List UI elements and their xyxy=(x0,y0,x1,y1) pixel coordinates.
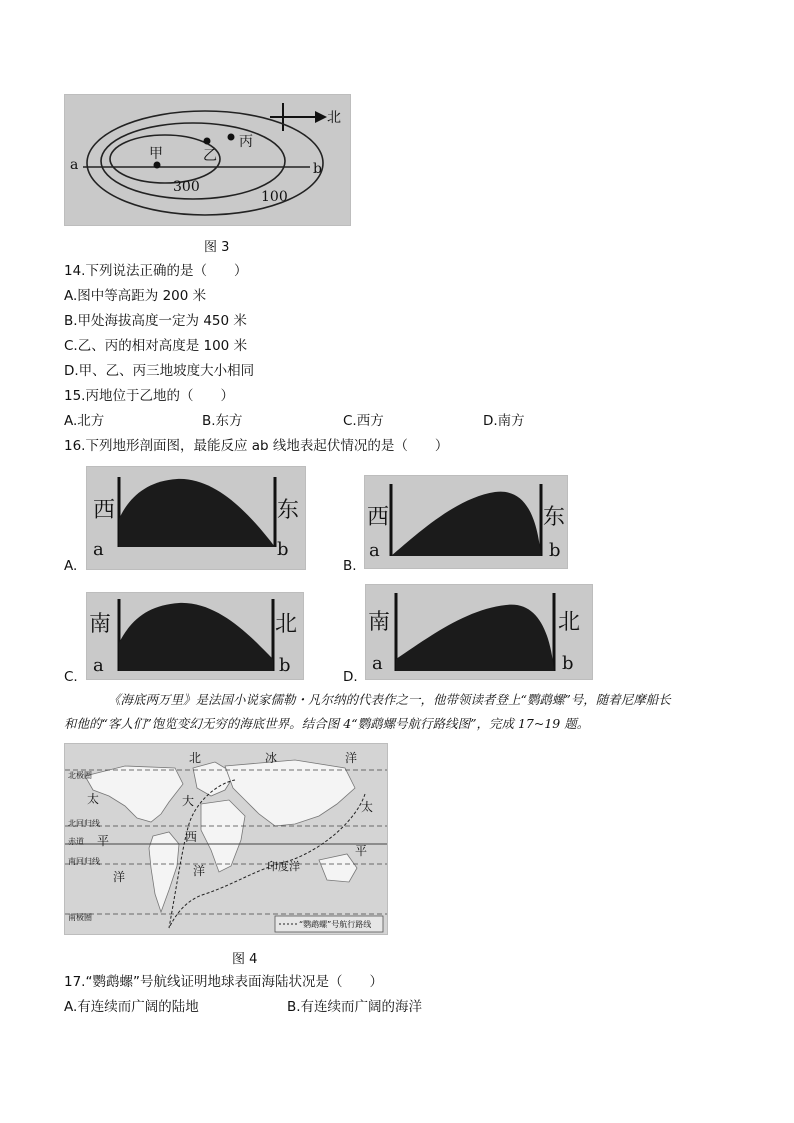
tropic-cancer-label: 北回归线 xyxy=(68,819,100,828)
atlantic-yang: 洋 xyxy=(193,864,206,878)
profile-a-label-b: b xyxy=(277,539,289,560)
profile-a-left-dir: 西 xyxy=(93,498,116,523)
label-b: b xyxy=(313,161,322,177)
pacific-right-ping: 平 xyxy=(355,844,368,858)
pacific-left-tai: 太 xyxy=(87,792,100,806)
q16-option-b-letter: B. xyxy=(343,558,357,574)
equator-label: 赤道 xyxy=(68,837,84,846)
q14-option-a: A.图中等高距为 200 米 xyxy=(64,288,207,304)
label-bing: 丙 xyxy=(239,134,253,150)
q16-profile-b xyxy=(364,475,568,569)
profile-c-drawing xyxy=(87,593,304,680)
label-a: a xyxy=(70,157,79,173)
q16-profile-a xyxy=(86,466,306,570)
profile-b-drawing xyxy=(365,476,568,569)
profile-b-right-dir: 东 xyxy=(543,505,566,530)
q16-option-a-letter: A. xyxy=(64,558,78,574)
q17-option-b: B.有连续而广阔的海洋 xyxy=(287,999,423,1015)
figure-3-caption: 图 3 xyxy=(204,240,230,255)
profile-c-label-a: a xyxy=(93,655,104,676)
q15-option-c: C.西方 xyxy=(343,413,384,429)
q15-option-b: B.东方 xyxy=(202,413,243,429)
pacific-left-yang: 洋 xyxy=(113,870,126,884)
profile-c-right-dir: 北 xyxy=(275,612,298,637)
pacific-left-ping: 平 xyxy=(97,834,110,848)
contour-100-label: 100 xyxy=(261,189,288,205)
tropic-capricorn-label: 南回归线 xyxy=(68,857,100,866)
q15-option-a: A.北方 xyxy=(64,413,105,429)
profile-d-left-dir: 南 xyxy=(368,610,391,635)
map-north-1: 北 xyxy=(189,751,202,765)
figure-3-contour-map xyxy=(64,94,351,226)
atlantic-xi: 西 xyxy=(185,830,198,844)
intro-line-1: 《海底两万里》是法国小说家儒勒・凡尔纳的代表作之一，他带领读者登上“鹦鹉螺”号，随着尼摩船长 xyxy=(108,692,671,707)
profile-b-left-dir: 西 xyxy=(367,505,390,530)
q14-option-d: D.甲、乙、丙三地坡度大小相同 xyxy=(64,363,255,379)
profile-a-drawing xyxy=(87,467,306,570)
q17-stem: 17.“鹦鹉螺”号航线证明地球表面海陆状况是（ ） xyxy=(64,974,383,990)
q16-profile-c xyxy=(86,592,304,680)
profile-a-label-a: a xyxy=(93,539,104,560)
figure-4-world-map xyxy=(64,743,388,935)
profile-c-left-dir: 南 xyxy=(89,612,112,637)
profile-d-label-a: a xyxy=(372,653,383,674)
label-jia: 甲 xyxy=(149,146,163,162)
antarctic-circle-label: 南极圈 xyxy=(68,913,92,922)
map-legend-label: “鹦鹉螺”号航行路线 xyxy=(299,920,372,929)
intro-line-2: 和他的“客人们”饱览变幻无穷的海底世界。结合图 4“鹦鹉螺号航行路线图”，完成 17~19 题。 xyxy=(64,716,590,731)
label-yi: 乙 xyxy=(203,148,217,164)
figure-4-caption: 图 4 xyxy=(232,952,258,967)
q16-stem: 16.下列地形剖面图，最能反应 ab 线地表起伏情况的是（ ） xyxy=(64,438,449,454)
pacific-right-tai: 太 xyxy=(361,800,374,814)
map-north-2: 冰 xyxy=(265,751,278,765)
q14-option-b: B.甲处海拔高度一定为 450 米 xyxy=(64,313,247,329)
q16-option-d-letter: D. xyxy=(343,669,358,685)
q14-option-c: C.乙、丙的相对高度是 100 米 xyxy=(64,338,248,354)
profile-b-label-a: a xyxy=(369,540,380,561)
q14-stem: 14.下列说法正确的是（ ） xyxy=(64,263,248,279)
q15-option-d: D.南方 xyxy=(483,413,525,429)
q15-stem: 15.丙地位于乙地的（ ） xyxy=(64,388,234,404)
map-north-3: 洋 xyxy=(345,751,358,765)
profile-d-right-dir: 北 xyxy=(558,610,581,635)
profile-b-label-b: b xyxy=(549,540,561,561)
contour-300-label: 300 xyxy=(173,179,200,195)
north-label: 北 xyxy=(327,110,341,126)
q17-option-a: A.有连续而广阔的陆地 xyxy=(64,999,199,1015)
profile-c-label-b: b xyxy=(279,655,291,676)
indian-ocean-label: 印度洋 xyxy=(267,860,300,873)
atlantic-da: 大 xyxy=(182,794,195,808)
profile-a-right-dir: 东 xyxy=(277,498,300,523)
q16-option-c-letter: C. xyxy=(64,669,78,685)
q16-profile-d xyxy=(365,584,593,680)
profile-d-label-b: b xyxy=(562,653,574,674)
arctic-circle-label: 北极圈 xyxy=(68,771,92,780)
world-map-drawing xyxy=(65,744,388,935)
